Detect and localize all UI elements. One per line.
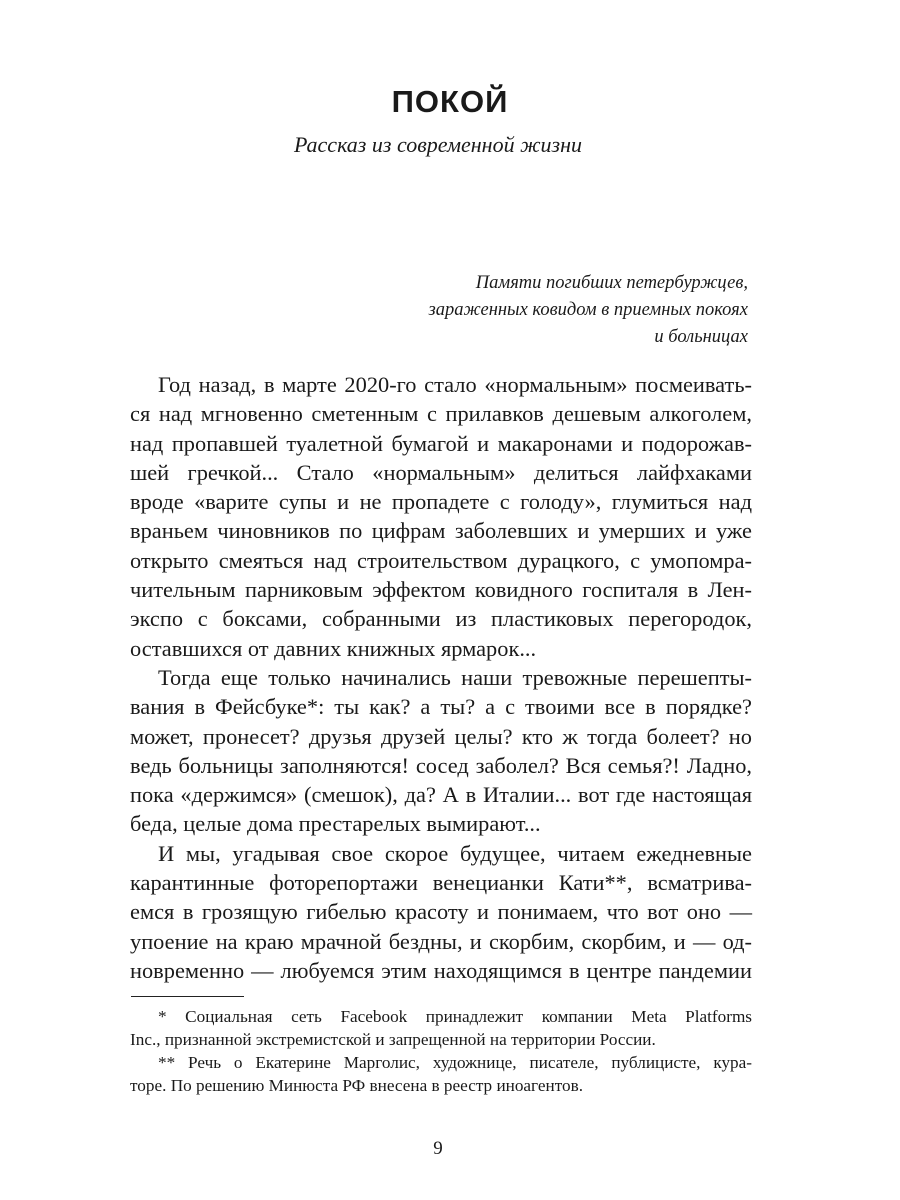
text-line: Год назад, в марте 2020-го стало «нормальным» посмеивать- (158, 372, 752, 397)
text-line: чительным парниковым эффектом ковидного госпиталя в Лен- (130, 577, 752, 603)
text-line: может, пронесет? друзья друзей целы? кто ж тогда болеет? но (130, 723, 752, 749)
text-line: Тогда еще только начинались наши тревожные перешепты- (158, 664, 752, 690)
text-line: беда, целые дома престарелых вымирают... (130, 811, 541, 837)
page-number: 9 (433, 1138, 443, 1159)
text-line: ведь больницы заполняются! сосед заболел? Вся семья?! Ладно, (130, 752, 752, 778)
text-line: емся в грозящую гибелью красоту и понимаем, что вот оно — (130, 899, 752, 925)
epigraph (288, 270, 748, 351)
footnote-line: * Социальная сеть Facebook принадлежит компании Meta Platforms (158, 1007, 752, 1026)
paragraph (130, 663, 752, 839)
footnote-divider (131, 996, 244, 997)
body-text (130, 370, 752, 985)
epigraph-line: зараженных ковидом в приемных покоях (428, 300, 748, 320)
text-line: карантинные фоторепортажи венецианки Кати**, всматрива- (130, 870, 752, 896)
footnote-line: ** Речь о Екатерине Марголис, художнице, писателе, публицисте, кура- (158, 1053, 752, 1072)
epigraph-line: и больницах (654, 327, 748, 347)
paragraph (130, 839, 752, 985)
text-line: ся над мгновенно сметенным с прилавков дешевым алкоголем, (130, 401, 752, 427)
text-line: шей гречкой... Стало «нормальным» делиться лайфхаками (130, 459, 752, 485)
text-line: И мы, угадывая свое скорое будущее, читаем ежедневные (158, 840, 752, 866)
footnote-line: Inc., признанной экстремистской и запрещенной на территории России. (130, 1030, 656, 1049)
text-line: новременно — любуемся этим находящимся в центре пандемии (130, 957, 752, 983)
epigraph-line: Памяти погибших петербуржцев, (475, 273, 748, 293)
text-line: враньем чиновников по цифрам заболевших и умерших и уже (130, 518, 752, 544)
text-line: открыто смеяться над строительством дурацкого, с умопомра- (130, 547, 752, 573)
footnote-line: торе. По решению Минюста РФ внесена в реестр иноагентов. (130, 1076, 584, 1095)
text-line: над пропавшей туалетной бумагой и макаронами и подорожав- (130, 430, 752, 456)
text-line: вания в Фейсбуке*: ты как? а ты? а с твоими все в порядке? (130, 694, 752, 720)
chapter-title: ПОКОЙ (391, 84, 509, 119)
text-line: оставшихся от давних книжных ярмарок... (130, 635, 537, 661)
chapter-subtitle: Рассказ из современной жизни (293, 132, 583, 157)
text-line: упоение на краю мрачной бездны, и скорбим, скорбим, и — од- (130, 928, 752, 954)
footnotes (130, 1005, 752, 1097)
text-line: пока «держимся» (смешок), да? А в Италии... вот где настоящая (130, 782, 752, 808)
paragraph (130, 370, 752, 663)
text-line: вроде «варите супы и не пропадете с голоду», глумиться над (130, 489, 752, 515)
text-line: экспо с боксами, собранными из пластиковых перегородок, (130, 606, 752, 632)
